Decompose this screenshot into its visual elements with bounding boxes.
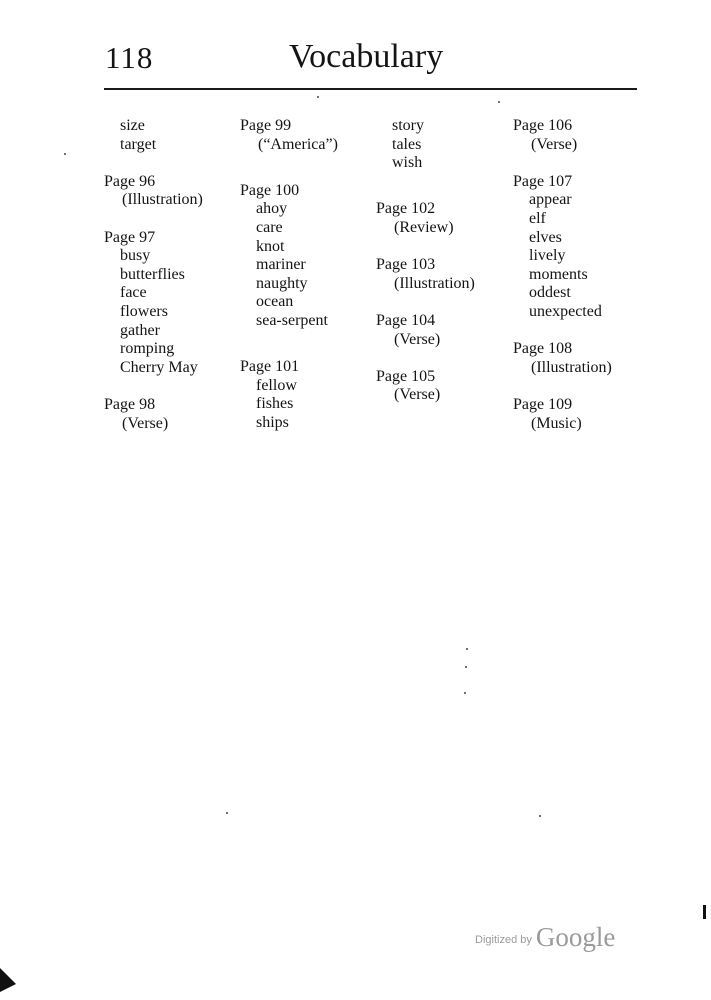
vocabulary-word: face [120,284,147,302]
vocabulary-column-2 [240,117,338,433]
scan-speck [64,153,66,155]
vocabulary-word: oddest [529,284,571,302]
page-note: (Illustration) [394,274,475,292]
vocabulary-word: tales [392,135,422,153]
vocabulary-word: busy [120,247,151,265]
footer-brand [475,922,615,953]
vocabulary-word: fellow [256,376,297,394]
vocabulary-word: care [256,218,283,236]
entry-spacer [104,377,203,396]
vocabulary-word: ahoy [256,200,288,218]
entry-spacer [513,154,612,173]
page-heading: Page 102 [376,200,436,218]
vocabulary-word: elves [529,228,562,246]
vocabulary-word: appear [529,191,572,209]
vocabulary-word: romping [120,340,175,358]
vocabulary-word: story [392,117,424,134]
vocabulary-word: unexpected [529,302,602,320]
scan-speck [466,648,468,650]
vocabulary-word: Cherry May [120,358,198,376]
vocabulary-word: moments [529,265,588,283]
vocabulary-word: lively [529,247,566,265]
entry-spacer [240,154,338,173]
page-heading: Page 108 [513,340,573,358]
scan-speck [317,96,319,98]
entry-spacer [513,322,612,341]
entry-spacer [240,173,338,182]
vocabulary-word: ships [256,413,289,431]
vocabulary-column-3 [376,117,475,405]
page-heading: Page 98 [104,395,156,413]
page-note: (Illustration) [531,358,612,376]
page-heading: Page 106 [513,117,573,134]
vocabulary-word: size [120,117,145,134]
page-note: (Music) [531,414,582,432]
vocabulary-word: fishes [256,395,294,413]
page-note: (Review) [394,218,454,236]
entry-spacer [240,349,338,358]
page-title: Vocabulary [289,38,444,75]
page-note: (Verse) [531,135,578,153]
google-logo: Google [535,922,616,952]
page-heading: Page 97 [104,228,156,246]
page-heading: Page 104 [376,311,436,329]
scan-speck [226,812,228,814]
vocabulary-word: naughty [256,274,308,292]
vocabulary-column-1 [104,117,203,433]
digitized-by-label: Digitized by [475,934,532,946]
scan-speck [464,692,466,694]
page-heading: Page 101 [240,358,300,376]
vocabulary-word: knot [256,237,285,255]
page-note: (“America”) [258,135,338,153]
page-heading: Page 107 [513,172,573,190]
entry-spacer [513,377,612,396]
vocabulary-word: wish [392,154,423,172]
entry-spacer [376,191,475,200]
page-heading: Page 96 [104,172,156,190]
page-note: (Illustration) [122,191,203,209]
entry-spacer [104,154,203,173]
scan-speck [539,815,541,817]
page-heading: Page 103 [376,256,436,274]
page-note: (Verse) [122,414,169,432]
vocabulary-word: butterflies [120,265,185,283]
vocabulary-word: target [120,135,157,153]
entry-spacer [376,349,475,368]
vocabulary-word: elf [529,209,546,227]
entry-spacer [376,293,475,312]
entry-spacer [240,331,338,350]
page-heading: Page 105 [376,367,436,385]
page-heading: Page 99 [240,117,292,134]
page-note: (Verse) [394,330,441,348]
vocabulary-word: gather [120,321,160,339]
vocabulary-word: flowers [120,302,168,320]
vocabulary-word: ocean [256,293,294,311]
page-number: 118 [105,40,154,75]
scan-speck [465,666,467,668]
page-heading: Page 100 [240,181,300,199]
scan-edge-mark [703,905,706,919]
page-heading: Page 109 [513,395,573,413]
vocabulary-column-4 [513,117,612,433]
header-rule [104,88,637,90]
entry-spacer [104,210,203,229]
vocabulary-word: mariner [256,256,306,274]
page-note: (Verse) [394,386,441,404]
vocabulary-word: sea-serpent [256,311,328,329]
entry-spacer [376,173,475,192]
scan-speck [498,101,500,103]
entry-spacer [376,238,475,257]
scan-corner-mark [0,968,16,992]
